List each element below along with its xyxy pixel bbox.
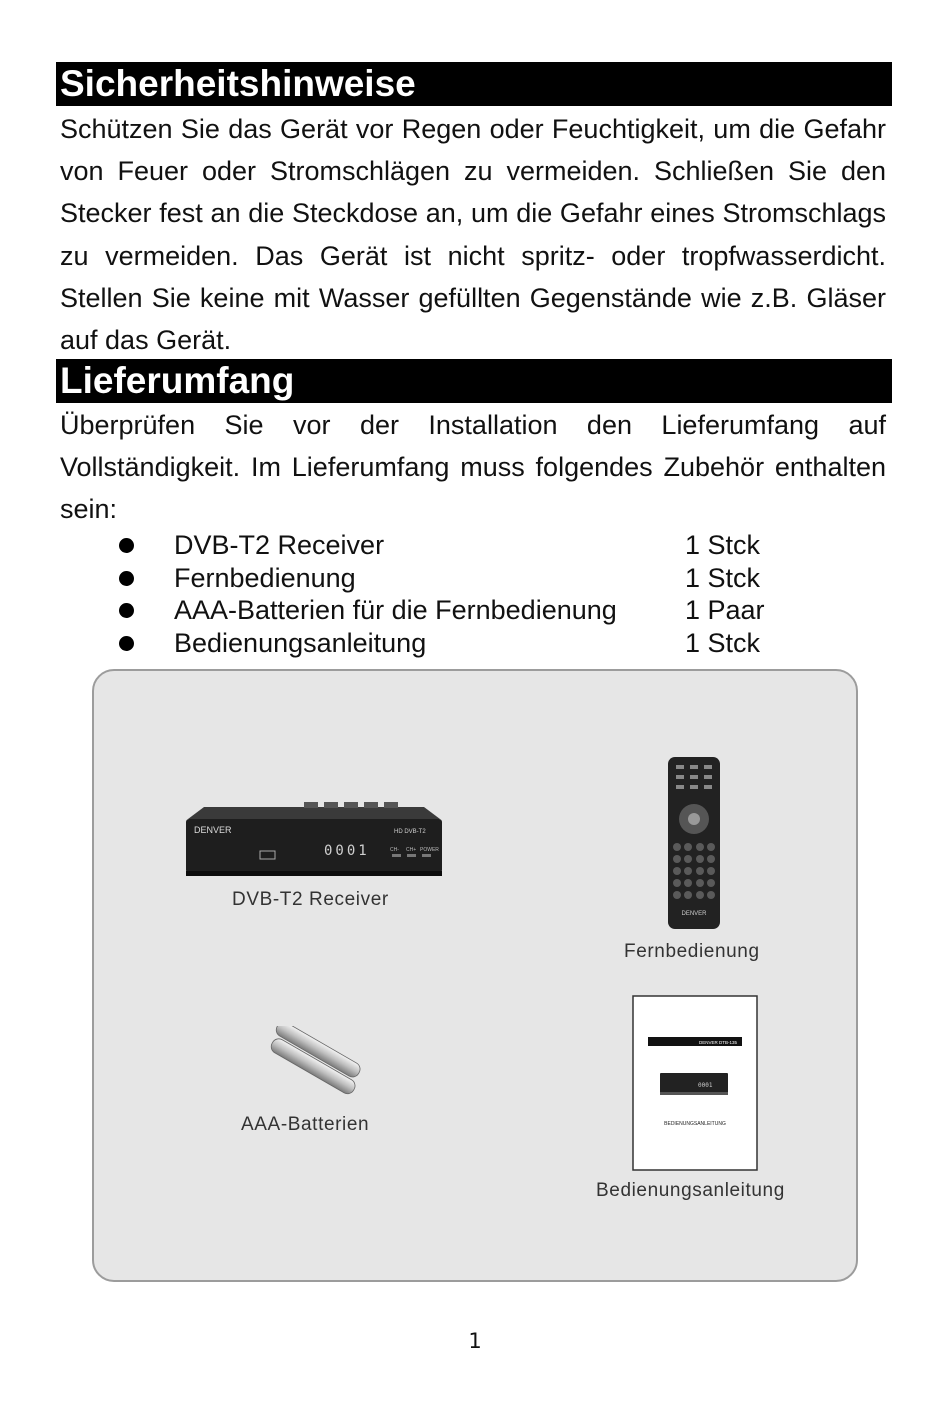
item-name: AAA-Batterien für die Fernbedienung [174,595,617,626]
receiver-caption: DVB-T2 Receiver [232,889,389,910]
contents-paragraph: Überprüfen Sie vor der Installation den Lieferumfang auf Vollständigkeit. Im Lieferumfang muss folgendes Zubehör enthalten sein: [60,410,886,525]
svg-text:0001: 0001 [324,843,370,859]
batteries-caption: AAA-Batterien [241,1114,370,1135]
svg-text:CH-: CH- [390,847,399,853]
svg-text:DENVER DTB-135: DENVER DTB-135 [698,1040,737,1045]
batteries-image [260,1026,370,1096]
item-quantity: 1 Stck [685,627,761,658]
safety-paragraph: Schützen Sie das Gerät vor Regen oder Feuchtigkeit, um die Gefahr von Feuer oder Stromschlägen zu vermeiden. Schließen Sie den Stecker fest an die Steckdose an, um die Gefahr eines Stromschlags zu vermeiden. Das Gerät ist nicht spritz- oder tropfwasserdicht. Stellen Sie keine mit Wasser gefüllten Gegenstände wie z.B. Gläser auf das Gerät. [60,114,886,356]
package-contents-photo [92,669,858,1282]
item-name: Bedienungsanleitung [174,627,427,658]
bullet-icon [119,636,134,651]
svg-text:CH+: CH+ [406,847,417,853]
manual-caption: Bedienungsanleitung [596,1180,785,1201]
receiver-image [184,801,446,881]
contents-list [60,529,820,659]
svg-text:HD DVB-T2: HD DVB-T2 [394,829,426,835]
bullet-icon [119,538,134,553]
item-name: DVB-T2 Receiver [174,530,385,560]
page-number: 1 [468,1329,482,1353]
svg-text:DENVER: DENVER [681,911,707,917]
item-name: Fernbedienung [174,562,356,593]
item-quantity: 1 Stck [685,562,761,593]
item-quantity: 1 Paar [685,595,765,626]
item-quantity: 1 Stck [685,530,761,560]
list-item [60,627,820,660]
manual-image [632,995,758,1171]
remote-image [666,755,722,931]
svg-text:BEDIENUNGSANLEITUNG: BEDIENUNGSANLEITUNG [664,1121,726,1127]
svg-text:DENVER: DENVER [194,825,232,835]
list-item [60,594,820,627]
list-item [60,562,820,595]
bullet-icon [119,571,134,586]
svg-text:0001: 0001 [698,1082,713,1089]
bullet-icon [119,603,134,618]
section-heading-contents: Lieferumfang [56,359,892,403]
remote-caption: Fernbedienung [624,941,760,962]
list-item [60,529,820,562]
section-heading-safety: Sicherheitshinweise [56,62,892,106]
svg-text:POWER: POWER [420,847,439,853]
